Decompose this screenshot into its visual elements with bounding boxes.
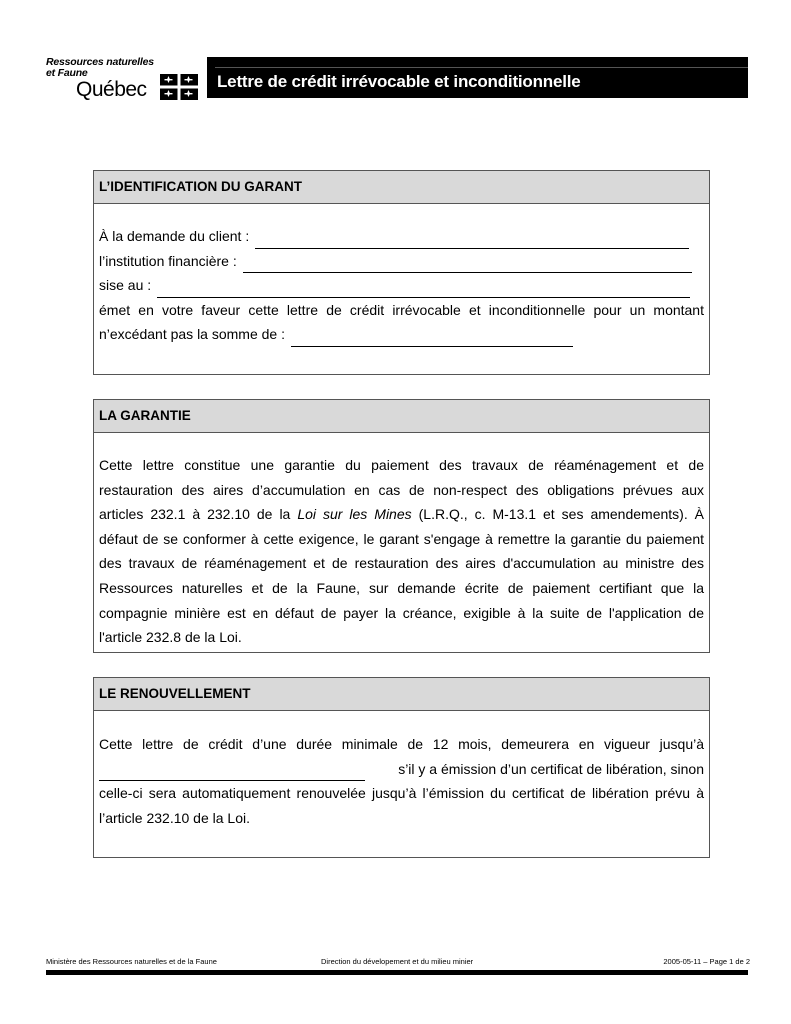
institution-row xyxy=(99,249,704,274)
footer-rule xyxy=(46,970,748,975)
garantie-line xyxy=(99,502,704,527)
institution-field[interactable] xyxy=(243,255,692,273)
address-field[interactable] xyxy=(157,280,690,298)
amount-label: n’excédant pas la somme de : xyxy=(99,326,285,343)
garantie-line3-post: (L.R.Q., c. M-13.1 et ses amendements). À xyxy=(418,506,705,523)
footer-date-page: 2005-05-11 – Page 1 de 2 xyxy=(663,957,750,966)
client-label: À la demande du client : xyxy=(99,228,250,244)
renouvellement-heading: LE RENOUVELLEMENT xyxy=(94,678,709,711)
title-bar-rule xyxy=(215,67,748,68)
identification-heading: L’IDENTIFICATION DU GARANT xyxy=(94,171,709,204)
address-row xyxy=(99,273,704,298)
garantie-line: l'article 232.8 de la Loi. xyxy=(99,629,242,646)
fleur-de-lis-flag-icon xyxy=(160,74,198,100)
org-name-line2: et Faune xyxy=(46,67,88,79)
renouvellement-line: l’article 232.10 de la Loi. xyxy=(99,809,250,826)
identification-section xyxy=(93,170,710,375)
document-title-bar xyxy=(207,57,748,98)
garantie-line: défaut de se conformer à cette exigence, le garant s'engage à remettre la garantie du paiement xyxy=(99,530,704,547)
footer-ministry: Ministère des Ressources naturelles et de la Faune xyxy=(46,957,217,966)
client-row xyxy=(99,224,704,249)
amount-row xyxy=(99,322,704,347)
document-title: Lettre de crédit irrévocable et inconditionnelle xyxy=(217,72,581,91)
amount-text: émet en votre faveur cette lettre de crédit irrévocable et inconditionnelle pour un montant xyxy=(99,301,704,318)
quebec-logo xyxy=(46,57,202,103)
garantie-line: des travaux de réaménagement et de restauration des aires d'accumulation au ministre des xyxy=(99,555,704,572)
garantie-line: Cette lettre constitue une garantie du paiement des travaux de réaménagement et de xyxy=(99,457,704,473)
org-name xyxy=(46,57,154,79)
renouvellement-line: Cette lettre de crédit d’une durée minimale de 12 mois, demeurera en vigueur jusqu’à xyxy=(99,736,704,752)
footer-direction: Direction du dévelopement et du milieu minier xyxy=(321,957,474,966)
org-name-line1: Ressources naturelles xyxy=(46,56,154,68)
renouvellement-line: celle-ci sera automatiquement renouvelée jusqu’à l’émission du certificat de libération prévu à xyxy=(99,785,704,802)
renouvellement-date-row xyxy=(99,757,704,782)
quebec-wordmark: Québec xyxy=(76,78,147,101)
garantie-heading: LA GARANTIE xyxy=(94,400,709,433)
amount-field[interactable] xyxy=(291,329,573,347)
garantie-paragraph xyxy=(94,433,709,650)
renouvellement-paragraph xyxy=(94,711,709,830)
garantie-line: Ressources naturelles et de la Faune, sur demande écrite de paiement certifiant que la xyxy=(99,579,704,596)
garantie-section xyxy=(93,399,710,653)
expiry-date-field[interactable] xyxy=(99,763,365,781)
garantie-line: restauration des aires d’accumulation en cas de non-respect des obligations prévues aux xyxy=(99,481,704,498)
renouvellement-section xyxy=(93,677,710,858)
address-label: sise au : xyxy=(99,277,152,294)
garantie-line3-pre: articles 232.1 à 232.10 de la xyxy=(99,506,291,523)
renouvellement-line2: s’il y a émission d’un certificat de libération, sinon xyxy=(398,760,704,777)
law-title: Loi sur les Mines xyxy=(297,506,412,523)
garantie-line: compagnie minière est en défaut de payer la créance, exigible à la suite de l'application de xyxy=(99,604,704,621)
client-field[interactable] xyxy=(255,231,689,249)
institution-label: l’institution financière : xyxy=(99,252,237,269)
